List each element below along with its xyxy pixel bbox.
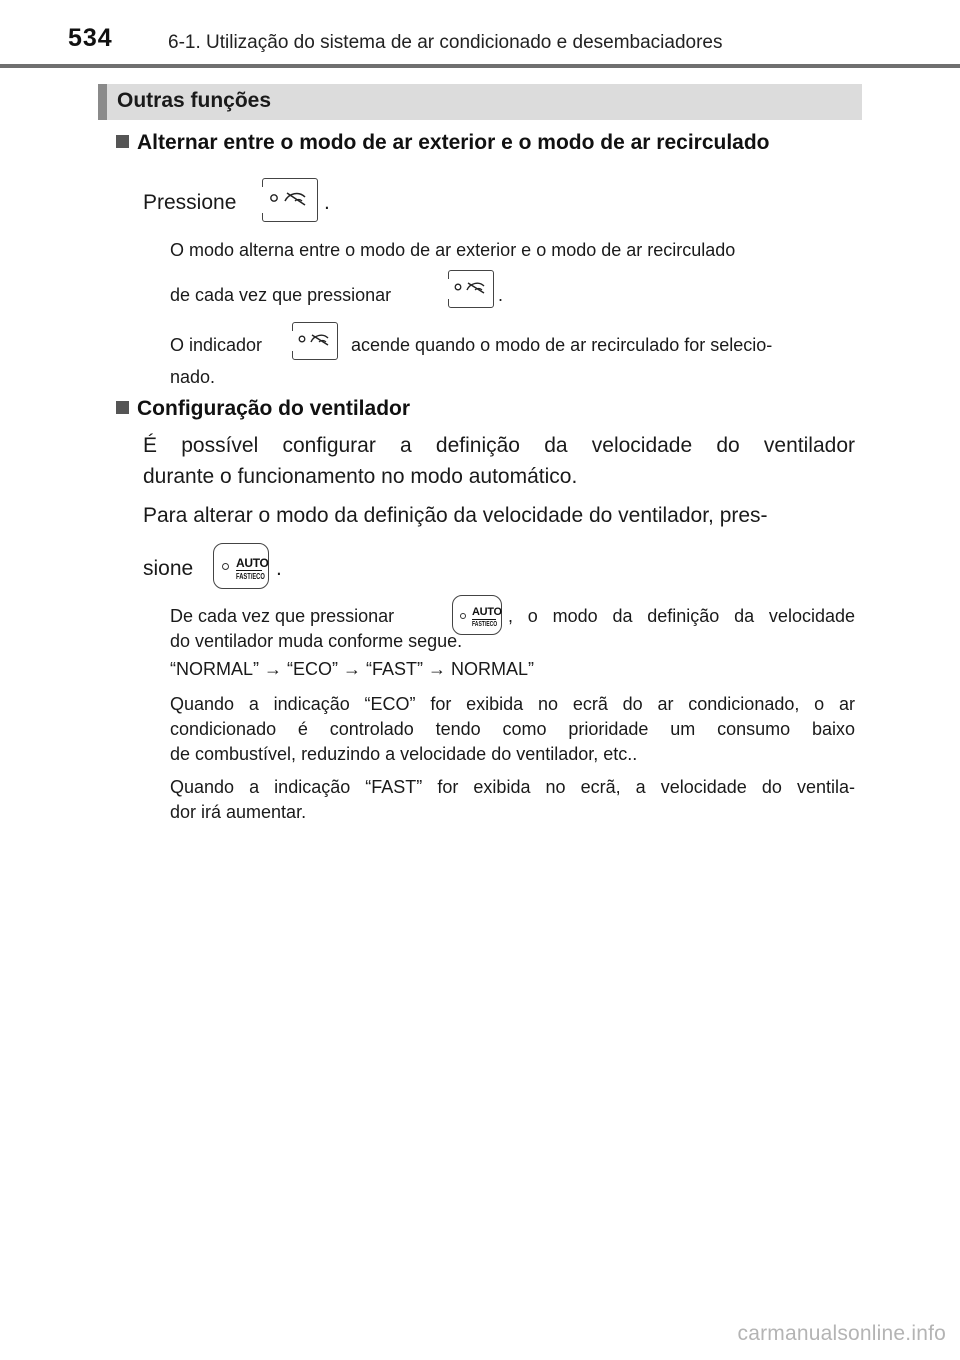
auto-underline bbox=[472, 619, 496, 620]
auto-sublabel: FAST/ECO bbox=[236, 572, 265, 581]
air-mode-press-period: . bbox=[324, 191, 330, 214]
fan-note1-prefix: De cada vez que pressionar bbox=[170, 606, 395, 626]
fan-fast-line2: dor irá aumentar. bbox=[170, 802, 307, 822]
air-mode-heading bbox=[116, 131, 770, 155]
auto-label: AUTO bbox=[236, 556, 269, 570]
section-title: Outras funções bbox=[117, 89, 272, 112]
air-mode-note2-line2: nado. bbox=[170, 367, 216, 387]
air-mode-note1-period: . bbox=[498, 285, 504, 305]
fan-para2-line1: Para alterar o modo da definição da velocidade do ventilador, pres- bbox=[143, 504, 768, 527]
bullet-square-icon bbox=[116, 135, 129, 148]
fan-para2-line2: sione bbox=[143, 557, 194, 580]
fan-eco-line2: condicionado é controlado tendo como prioridade um consumo baixo bbox=[170, 719, 855, 739]
indicator-dot-icon bbox=[222, 563, 229, 570]
air-recirculation-button-icon bbox=[448, 270, 494, 308]
section-title-band bbox=[98, 84, 862, 120]
auto-underline bbox=[236, 570, 262, 571]
air-recirculation-indicator-icon bbox=[292, 322, 338, 360]
auto-sublabel: FAST/ECO bbox=[472, 621, 498, 628]
page-number: 534 bbox=[68, 24, 113, 52]
indicator-dot-icon bbox=[460, 613, 466, 619]
air-mode-press-text: Pressione bbox=[143, 191, 237, 214]
fan-eco-line1: Quando a indicação “ECO” for exibida no ecrã do ar condicionado, o ar bbox=[170, 694, 855, 714]
air-recirculation-button-icon bbox=[262, 178, 318, 222]
fan-sequence: “NORMAL” → “ECO” → “FAST” → NORMAL” bbox=[170, 659, 534, 679]
air-mode-heading-text: Alternar entre o modo de ar exterior e o modo de ar recirculado bbox=[137, 131, 770, 154]
fan-para2-period: . bbox=[276, 557, 282, 580]
fan-para1-line1: É possível configurar a definição da velocidade do ventilador bbox=[143, 434, 855, 457]
fan-note1-line2: do ventilador muda conforme segue. bbox=[170, 631, 463, 651]
air-mode-note2-prefix: O indicador bbox=[170, 335, 263, 355]
fan-heading bbox=[116, 397, 410, 421]
fan-note1-suffix: , o modo da definição da velocidade bbox=[508, 606, 855, 626]
watermark-text: carmanualsonline.info bbox=[737, 1322, 946, 1345]
fan-heading-text: Configuração do ventilador bbox=[137, 397, 411, 420]
chapter-title: 6-1. Utilização do sistema de ar condicionado e desembaciadores bbox=[168, 32, 723, 53]
bullet-square-icon bbox=[116, 401, 129, 414]
air-mode-note1-line1: O modo alterna entre o modo de ar exterior e o modo de ar recirculado bbox=[170, 240, 736, 260]
air-mode-note2-suffix: acende quando o modo de ar recirculado for selecio- bbox=[351, 335, 773, 355]
air-mode-note1-line2: de cada vez que pressionar bbox=[170, 285, 392, 305]
auto-label: AUTO bbox=[472, 606, 502, 618]
header-rule bbox=[0, 64, 960, 68]
auto-fast-eco-button-icon bbox=[213, 543, 269, 589]
fan-eco-line3: de combustível, reduzindo a velocidade do ventilador, etc.. bbox=[170, 744, 638, 764]
fan-para1-line2: durante o funcionamento no modo automático. bbox=[143, 465, 578, 488]
fan-fast-line1: Quando a indicação “FAST” for exibida no ecrã, a velocidade do ventila- bbox=[170, 777, 855, 797]
